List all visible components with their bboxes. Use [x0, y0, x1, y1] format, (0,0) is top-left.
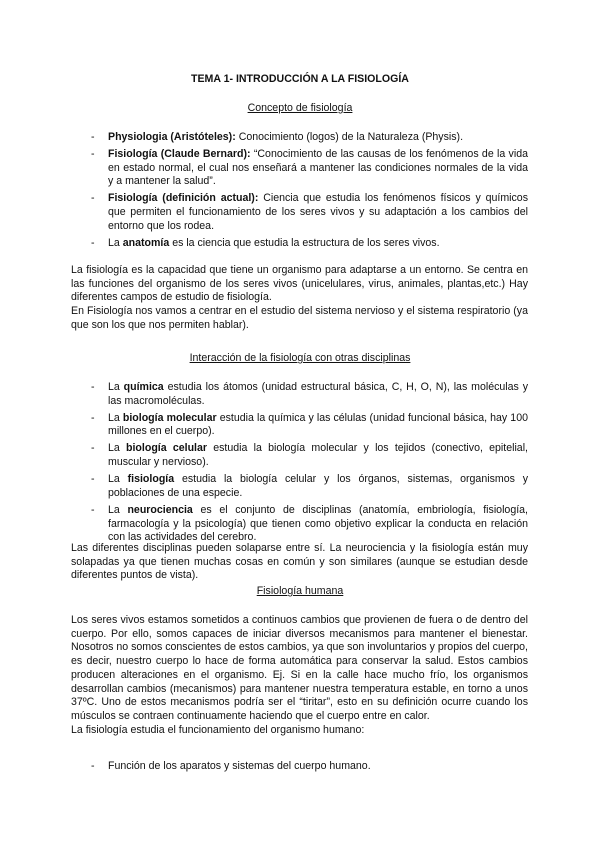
- list-item: - La neurociencia es el conjunto de disciplinas (anatomía, embriología, fisiología, farmacología y la psicología) que tienen como objetivo explicar la conducta en relación con las actividades del cerebro.: [91, 504, 528, 545]
- list-item: - Physiologia (Aristóteles): Conocimiento (logos) de la Naturaleza (Physis).: [91, 131, 528, 145]
- paragraph-block: [71, 264, 528, 333]
- concept-definition-list: [91, 131, 528, 254]
- paragraph-block: [71, 542, 528, 583]
- document-title: TEMA 1- INTRODUCCIÓN A LA FISIOLOGÍA: [191, 73, 409, 85]
- paragraph: La fisiología es la capacidad que tiene un organismo para adaptarse a un entorno. Se centra en las funciones del organismo de los seres vivos (unicelulares, virus, animales, plantas,etc.) Hay diferentes campos de estudio de fisiología.: [71, 264, 528, 304]
- paragraph: Los seres vivos estamos sometidos a continuos cambios que provienen de fuera o de dentro del cuerpo. Por ello, somos capaces de iniciar diversos mecanismos para mantener el bienestar. Nosotros no somos conscientes de estos cambios, ya que son involuntarios y propios del cuerpo, es decir, nuestro cuerpo lo hace de forma automática para conservar la salud. Estos cambios producen alteraciones en el organismo. Ej. Si en la calle hace mucho frío, los organismos desarrollan cambios (mecanismos) para mantener nuestra temperatura estable, en torno a unos 37ºC. Uno de estos mecanismos podría ser el “tiritar”, esto en su definición ocurre cuando los músculos se contraen continuamente haciendo que el cuerpo entre en calor.: [71, 614, 528, 722]
- list-item: - La fisiología estudia la biología celular y los órganos, sistemas, organismos y poblaciones de una especie.: [91, 473, 528, 500]
- section-heading-concepto: Concepto de fisiología: [247, 102, 353, 114]
- list-item: - La biología molecular estudia la química y las células (unidad funcional básica, hay 100 millones en el cuerpo).: [91, 412, 528, 439]
- paragraph-block: [71, 614, 528, 737]
- list-item: - Fisiología (definición actual): Ciencia que estudia los fenómenos físicos y químicos que permiten el funcionamiento de los seres vivos y su adaptación a los cambios del entorno que los rodea.: [91, 192, 528, 233]
- list-item: - Función de los aparatos y sistemas del cuerpo humano.: [91, 760, 528, 774]
- paragraph: Las diferentes disciplinas pueden solaparse entre sí. La neurociencia y la fisiología están muy solapadas ya que tienen muchas cosas en común y son similares (aunque se estudian desde diferentes puntos de vista).: [71, 542, 528, 582]
- list-item: - La biología celular estudia la biología molecular y los tejidos (conectivo, epitelial, muscular y nervioso).: [91, 442, 528, 469]
- list-item: - La anatomía es la ciencia que estudia la estructura de los seres vivos.: [91, 237, 528, 251]
- section-heading-fisiologia-humana: Fisiología humana: [256, 585, 344, 597]
- paragraph: En Fisiología nos vamos a centrar en el estudio del sistema nervioso y el sistema respiratorio (ya que son los que nos permiten hablar).: [71, 305, 528, 331]
- list-item: - La química estudia los átomos (unidad estructural básica, C, H, O, N), las moléculas y las macromoléculas.: [91, 381, 528, 408]
- section-heading-interaccion: Interacción de la fisiología con otras disciplinas: [189, 352, 411, 364]
- disciplines-list: [91, 381, 528, 548]
- functions-list: [91, 760, 528, 777]
- paragraph: La fisiología estudia el funcionamiento del organismo humano:: [71, 723, 365, 736]
- list-item: - Fisiología (Claude Bernard): “Conocimiento de las causas de los fenómenos de la vida en estado normal, el cual nos enseñará a mantener las condiciones normales de la vida y a mantener la salud”.: [91, 148, 528, 189]
